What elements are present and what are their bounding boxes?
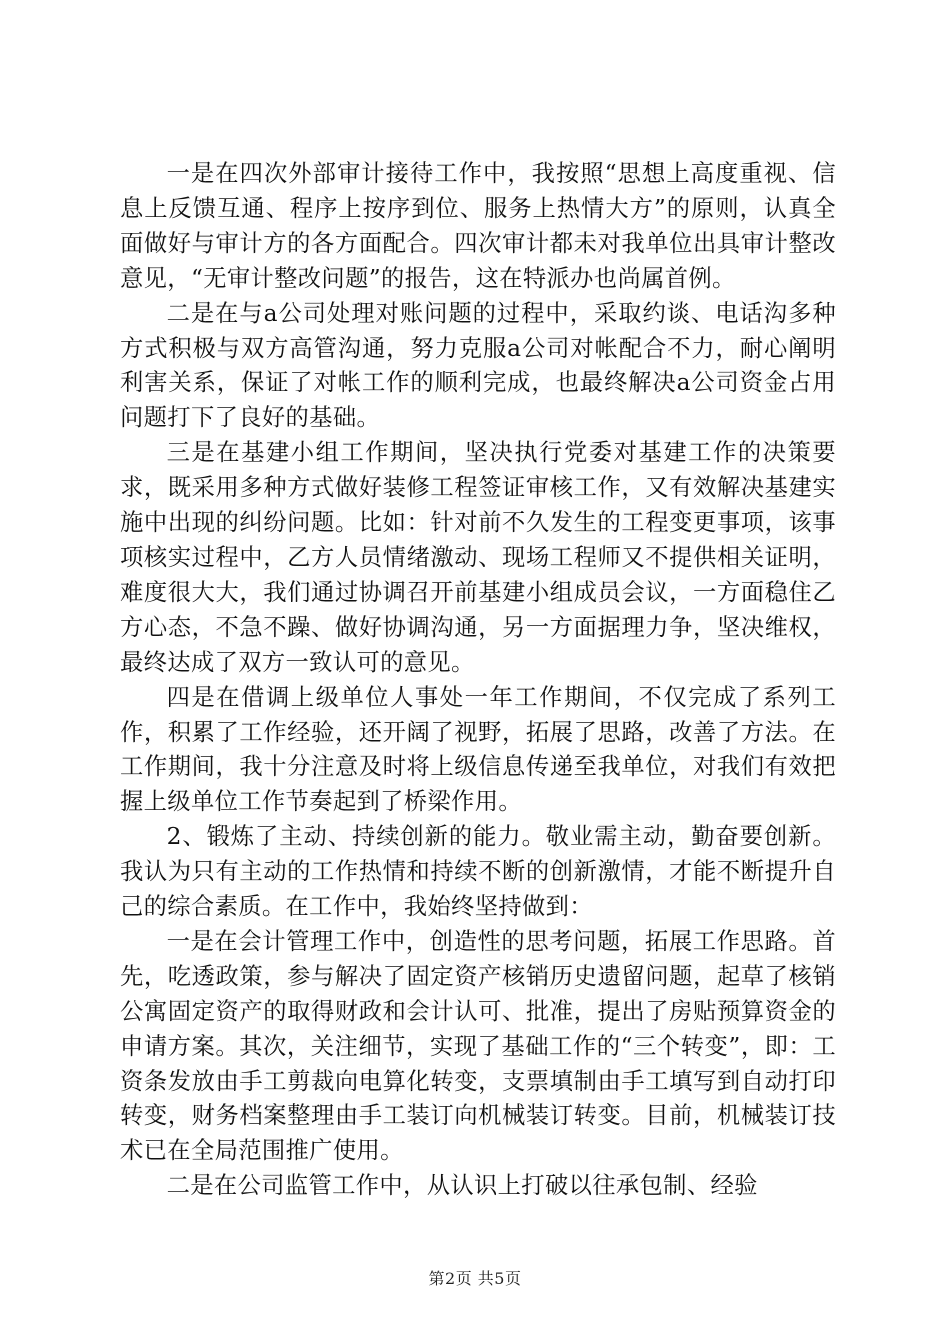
paragraph-innovation-ability: 2、锻炼了主动、持续创新的能力。敬业需主动，勤奋要创新。我认为只有主动的工作热情和持续不断的创新激情，才能不断提升自己的综合素质。在工作中，我始终坚持做到： <box>120 823 836 921</box>
paragraph-external-audit: 一是在四次外部审计接待工作中，我按照“思想上高度重视、信息上反馈互通、程序上按序到位、服务上热情大方”的原则，认真全面做好与审计方的各方面配合。四次审计都未对我单位出具审计整改意见，“无审计整改问题”的报告，这在特派办也尚属首例。 <box>120 160 836 292</box>
paragraph-secondment: 四是在借调上级单位人事处一年工作期间，不仅完成了系列工作，积累了工作经验，还开阔了视野，拓展了思路，改善了方法。在工作期间，我十分注意及时将上级信息传递至我单位，对我们有效把握上级单位工作节奏起到了桥梁作用。 <box>120 683 836 816</box>
document-body <box>120 157 836 1204</box>
paragraph-construction-group: 三是在基建小组工作期间，坚决执行党委对基建工作的决策要求，既采用多种方式做好装修工程签证审核工作，又有效解决基建实施中出现的纠纷问题。比如：针对前不久发生的工程变更事项，该事项核实过程中，乙方人员情绪激动、现场工程师又不提供相关证明，难度很大大，我们通过协调召开前基建小组成员会议，一方面稳住乙方心态，不急不躁、做好协调沟通，另一方面据理力争，坚决维权，最终达成了双方一致认可的意见。 <box>120 439 836 676</box>
paragraph-reconciliation: 二是在与a公司处理对账问题的过程中，采取约谈、电话沟多种方式积极与双方高管沟通，努力克服a公司对帐配合不力，耐心阐明利害关系，保证了对帐工作的顺利完成，也最终解决a公司资金占用问题打下了良好的基础。 <box>120 299 836 432</box>
paragraph-company-supervision: 二是在公司监管工作中，从认识上打破以往承包制、经验 <box>166 1172 758 1200</box>
paragraph-accounting-management: 一是在会计管理工作中，创造性的思考问题，拓展工作思路。首先，吃透政策，参与解决了固定资产核销历史遗留问题，起草了核销公寓固定资产的取得财政和会计认可、批准，提出了房贴预算资金的申请方案。其次，关注细节，实现了基础工作的“三个转变”，即：工资条发放由手工剪裁向电算化转变，支票填制由手工填写到自动打印转变，财务档案整理由手工装订向机械装订转变。目前，机械装订技术已在全局范围推广使用。 <box>120 927 836 1165</box>
page-number-footer: 第2页 共5页 <box>428 1269 522 1288</box>
